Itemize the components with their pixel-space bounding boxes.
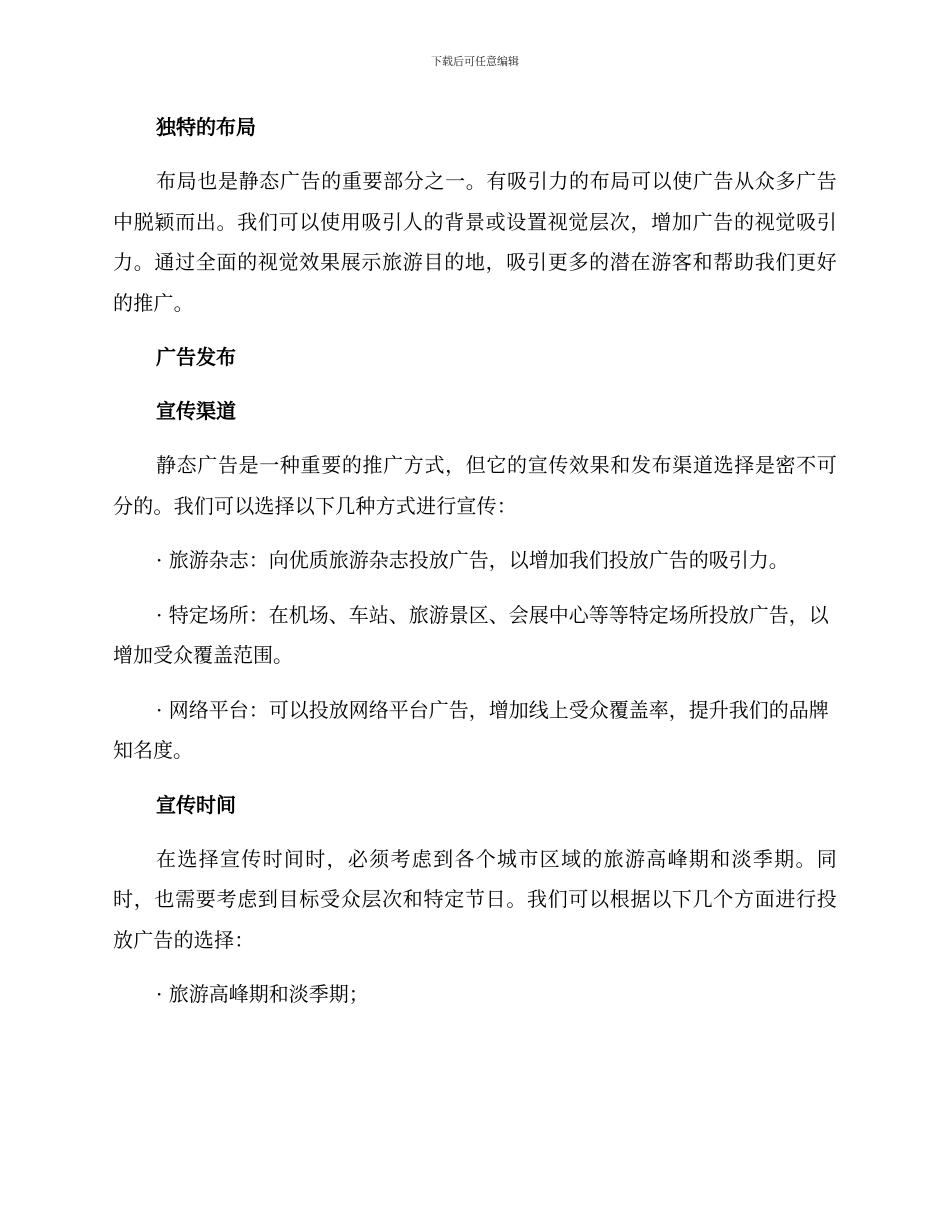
bullet-item-online: · 网络平台：可以投放网络平台广告，增加线上受众覆盖率，提升我们的品牌知名度。 xyxy=(113,697,829,762)
paragraph-layout: 布局也是静态广告的重要部分之一。有吸引力的布局可以使广告从众多广告中脱颖而出。我们可以使用吸引人的背景或设置视觉层次，增加广告的视觉吸引力。通过全面的视觉效果展示旅游目的地，吸引更多的潜在游客和帮助我们更好的推广。 xyxy=(113,169,837,315)
bullet-item-season: · 旅游高峰期和淡季期； xyxy=(156,982,369,1006)
paragraph-timing: 在选择宣传时间时，必须考虑到各个城市区域的旅游高峰期和淡季期。同时，也需要考虑到目标受众层次和特定节日。我们可以根据以下几个方面进行投放广告的选择： xyxy=(113,846,837,952)
page-header: 下载后可任意编辑 xyxy=(431,55,519,68)
section-heading-timing: 宣传时间 xyxy=(156,792,236,817)
bullet-item-magazine: · 旅游杂志：向优质旅游杂志投放广告，以增加我们投放广告的吸引力。 xyxy=(156,548,789,572)
bullet-item-venues: · 特定场所：在机场、车站、旅游景区、会展中心等等特定场所投放广告，以增加受众覆盖范围。 xyxy=(113,602,829,667)
section-heading-layout: 独特的布局 xyxy=(156,115,256,139)
section-heading-channels: 宣传渠道 xyxy=(156,399,236,423)
document-body xyxy=(113,107,837,1015)
paragraph-channels: 静态广告是一种重要的推广方式，但它的宣传效果和发布渠道选择是密不可分的。我们可以选择以下几种方式进行宣传： xyxy=(113,453,837,518)
section-heading-publish: 广告发布 xyxy=(156,345,236,369)
